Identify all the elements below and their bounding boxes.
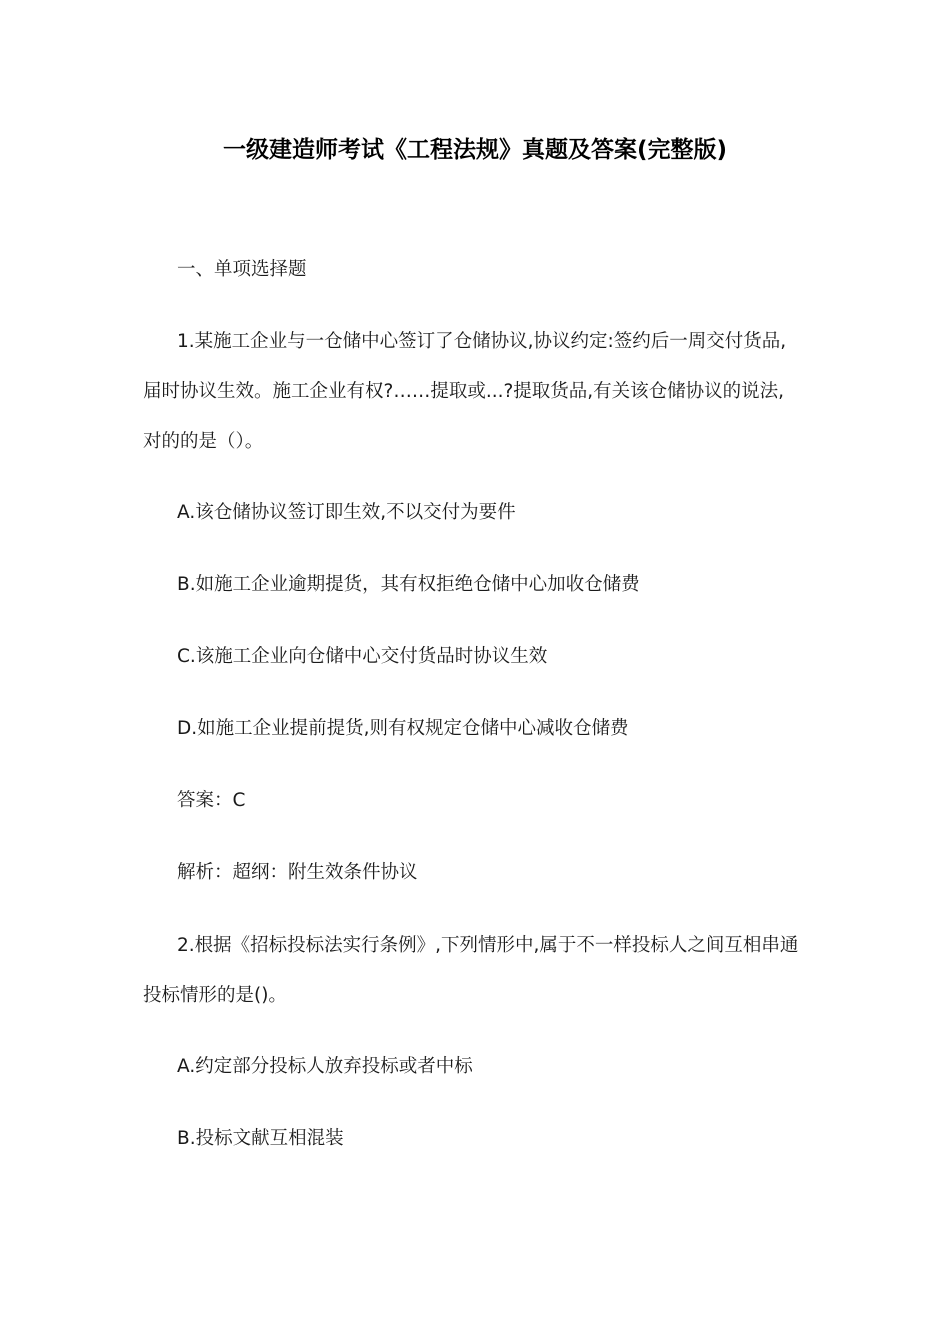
question-1-explanation: 解析：超纲：附生效条件协议 (177, 862, 418, 883)
section-heading: 一、单项选择题 (177, 259, 307, 280)
question-1-stem-line-2: 届时协议生效。施工企业有权?……提取或...?提取货品,有关该仓储协议的说法, (143, 381, 785, 402)
question-2-option-a: A.约定部分投标人放弃投标或者中标 (177, 1056, 473, 1077)
question-1-option-a: A.该仓储协议签订即生效,不以交付为要件 (177, 502, 516, 523)
document-title: 一级建造师考试《工程法规》真题及答案(完整版) (222, 137, 728, 163)
question-2-option-b: B.投标文献互相混装 (177, 1128, 344, 1149)
question-1-stem-line-1: 1.某施工企业与一仓储中心签订了仓储协议,协议约定:签约后一周交付货品, (177, 331, 787, 352)
question-1-answer: 答案：C (177, 790, 246, 811)
question-1-stem-line-3: 对的的是（）。 (143, 431, 264, 452)
question-1-option-c: C.该施工企业向仓储中心交付货品时协议生效 (177, 646, 548, 667)
question-1-option-b: B.如施工企业逾期提货，其有权拒绝仓储中心加收仓储费 (177, 574, 640, 595)
question-2-stem-line-1: 2.根据《招标投标法实行条例》,下列情形中,属于不一样投标人之间互相串通 (177, 935, 799, 956)
question-2-stem-line-2: 投标情形的是()。 (143, 985, 287, 1006)
question-1-option-d: D.如施工企业提前提货,则有权规定仓储中心减收仓储费 (177, 718, 629, 739)
